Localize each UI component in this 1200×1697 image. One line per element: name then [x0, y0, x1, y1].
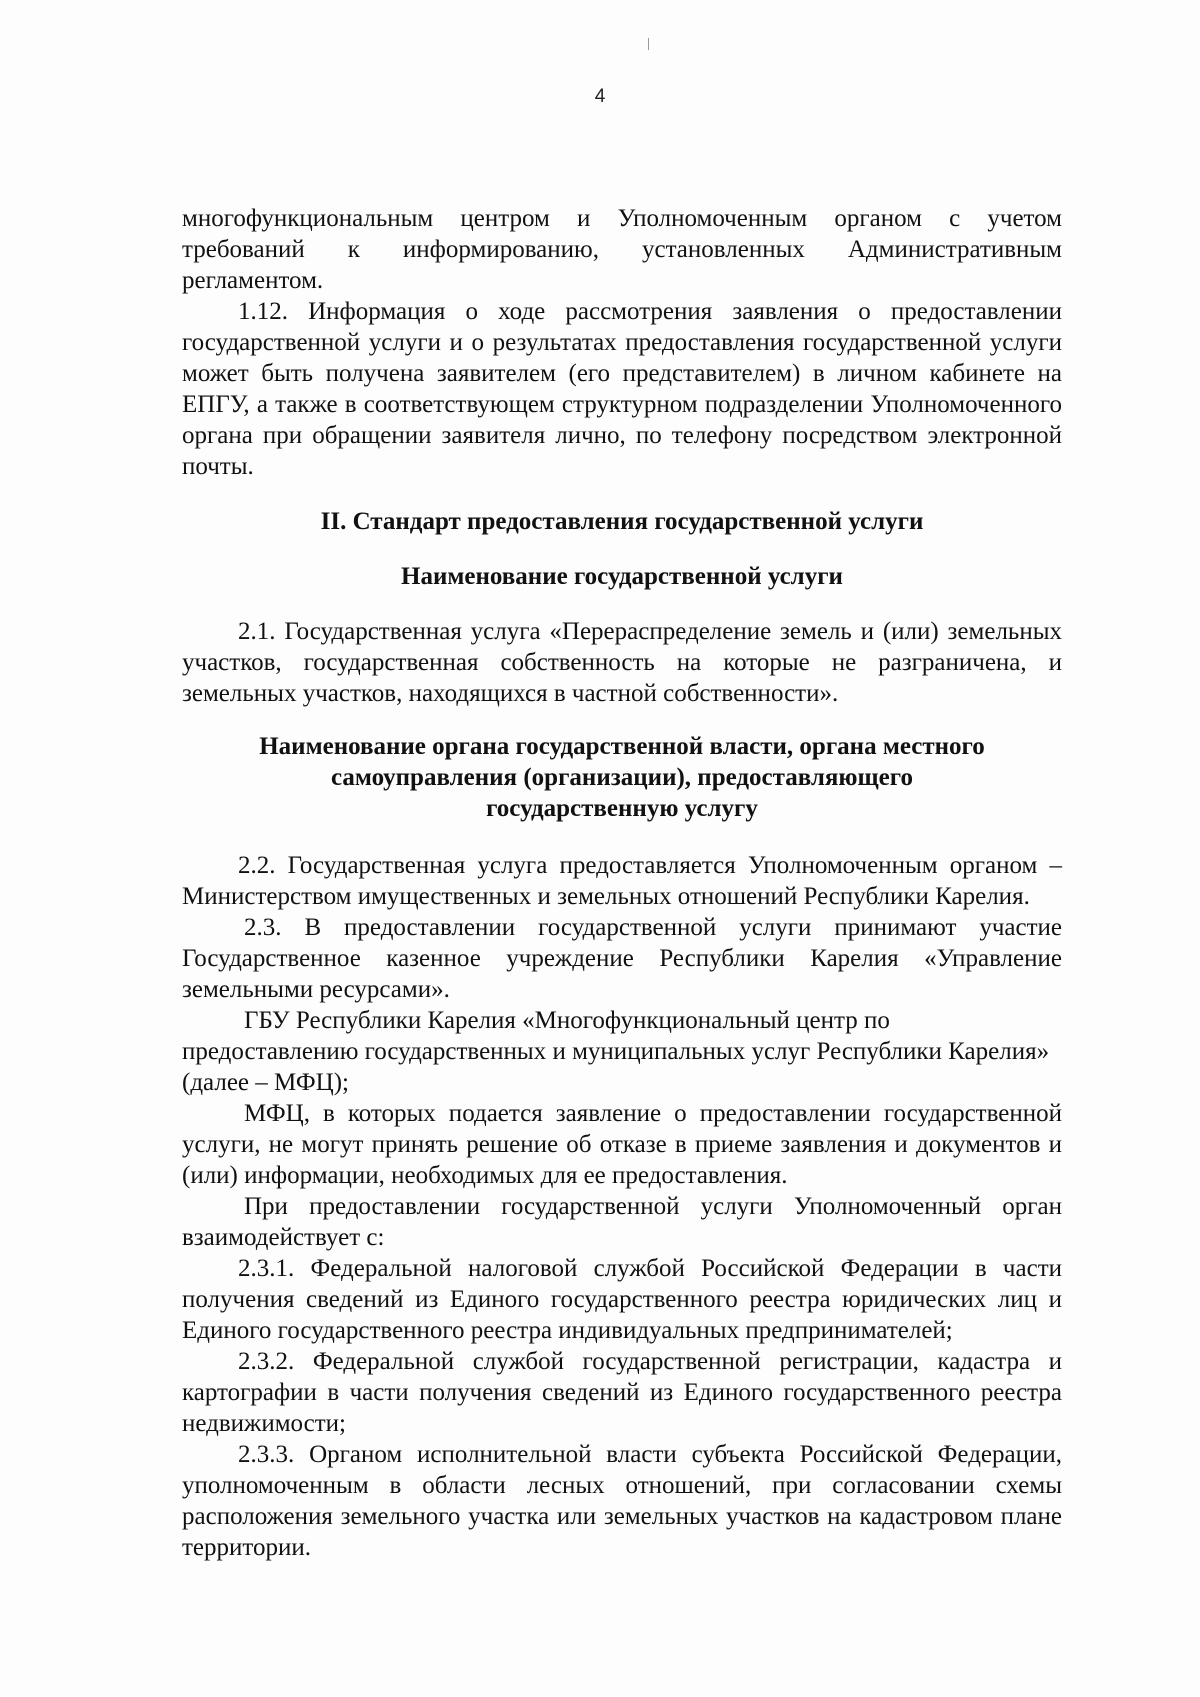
paragraph-2-3-1: 2.3.1. Федеральной налоговой службой Российской Федерации в части получения сведений из Единого государственного реестра юридических лиц и Единого государственного реестра индивидуальных предпринимателей;: [182, 1255, 1062, 1344]
paragraph-mfc: МФЦ, в которых подается заявление о предоставлении государственной услуги, не могут принять решение об отказе в приеме заявления и документов и (или) информации, необходимых для ее предоставления.: [182, 1100, 1062, 1189]
paragraph-1-12: 1.12. Информация о ходе рассмотрения заявления о предоставлении государственной услуги и о результатах предоставления государственной услуги может быть получена заявителем (его представителем) в личном кабинете на ЕПГУ, а также в соответствующем структурном подразделении Уполномоченного органа при обращении заявителя лично, по телефону посредством электронной почты.: [182, 298, 1062, 480]
paragraph-2-3-3: 2.3.3. Органом исполнительной власти субъекта Российской Федерации, уполномоченным в области лесных отношений, при согласовании схемы расположения земельного участка или земельных участков на кадастровом плане территории.: [182, 1441, 1062, 1561]
paragraph-2-2: 2.2. Государственная услуга предоставляется Уполномоченным органом – Министерством имущественных и земельных отношений Республики Карелия.: [182, 852, 1062, 910]
subheading-authority-name: Наименование органа государственной власти, органа местного самоуправления (организации), предоставляющего государственную услугу: [259, 733, 985, 822]
paragraph-continuation: многофункциональным центром и Уполномоченным органом с учетом требований к информированию, установленных Административным регламентом.: [182, 205, 1062, 294]
paragraph-2-1: 2.1. Государственная услуга «Перераспределение земель и (или) земельных участков, государственная собственность на которые не разграничена, и земельных участков, находящихся в частной собственности».: [182, 618, 1062, 707]
paragraph-2-3-2: 2.3.2. Федеральной службой государственной регистрации, кадастра и картографии в части получения сведений из Единого государственного реестра недвижимости;: [182, 1348, 1062, 1437]
paragraph-interaction: При предоставлении государственной услуги Уполномоченный орган взаимодействует с:: [182, 1193, 1062, 1251]
section-title: II. Стандарт предоставления государственной услуги: [320, 508, 924, 535]
paragraph-gbu: ГБУ Республики Карелия «Многофункциональный центр по предоставлению государственных и муниципальных услуг Республики Карелия» (далее – МФЦ);: [182, 1007, 1050, 1096]
subheading-service-name: Наименование государственной услуги: [401, 563, 843, 590]
document-body: [182, 203, 1062, 1563]
paragraph-2-3: 2.3. В предоставлении государственной услуги принимают участие Государственное казенное учреждение Республики Карелия «Управление земельными ресурсами».: [182, 914, 1062, 1003]
scan-artifact: [648, 38, 649, 50]
page-number: 4: [594, 86, 606, 107]
